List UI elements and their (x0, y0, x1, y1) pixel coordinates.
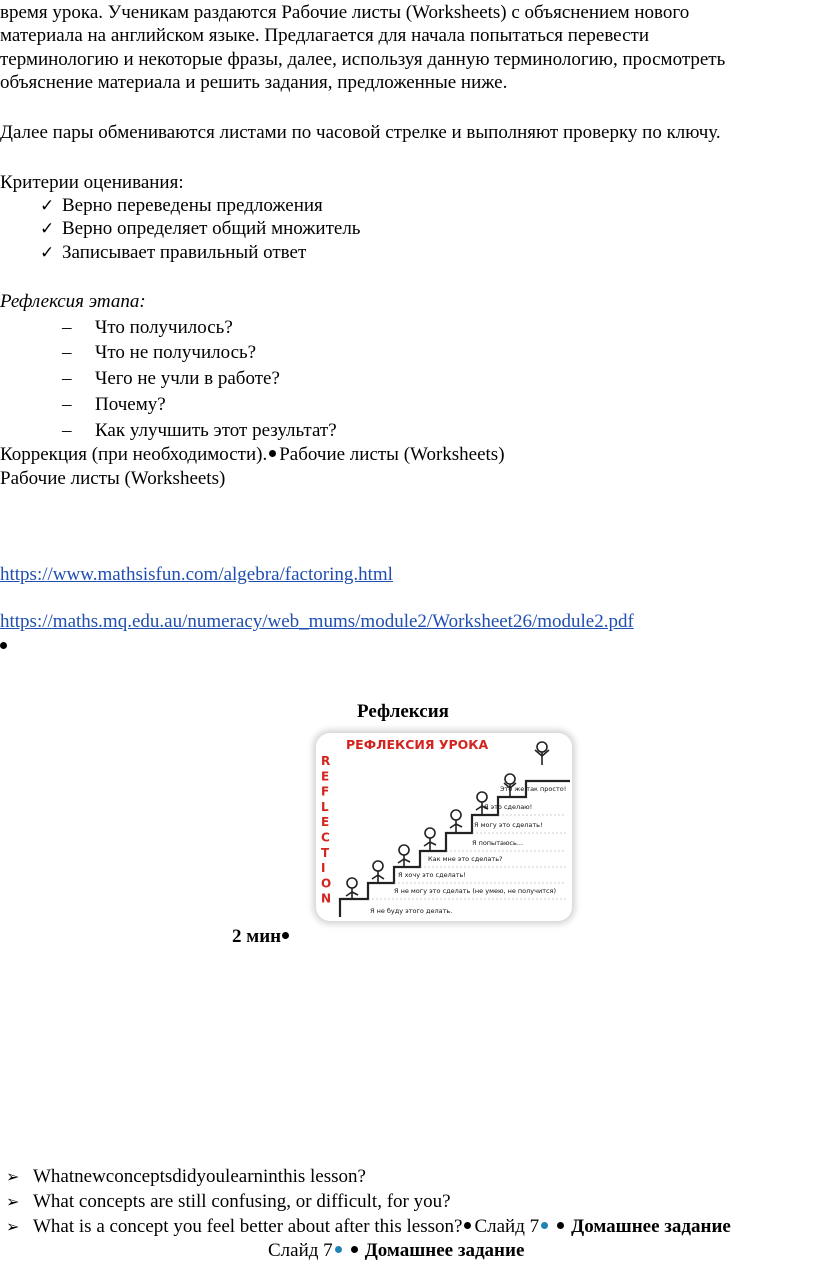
poster-side-word (321, 754, 331, 906)
step-caption: Это же так просто! (500, 785, 567, 793)
bullet-icon (464, 1222, 471, 1229)
bullet-icon (0, 642, 7, 649)
side-letter: I (321, 861, 326, 876)
dash-icon: – (62, 394, 72, 415)
arrow-bullet-icon: ➢ (6, 1192, 20, 1211)
arrow-bullet-icon: ➢ (6, 1167, 20, 1186)
criteria-title: Критерии оценивания: (0, 172, 184, 193)
link-maths-mq[interactable]: https://maths.mq.edu.au/numeracy/web_mums/module2/Worksheet26/module2.pdf (0, 611, 634, 632)
reflection-poster-graphic (316, 733, 572, 921)
step-caption: Я не могу это сделать (не умею, не получится) (394, 887, 557, 895)
bullet-icon (541, 1222, 548, 1229)
footer-slide-line: Слайд 7 Домашнее задание (268, 1240, 525, 1261)
poster-title: РЕФЛЕКСИЯ УРОКА (346, 737, 489, 752)
side-letter: E (321, 769, 330, 784)
bullet-icon (269, 450, 276, 457)
worksheets-line: Рабочие листы (Worksheets) (0, 468, 226, 489)
time-label: 2 мин (232, 926, 292, 948)
step-caption: Я хочу это сделать! (398, 871, 466, 879)
bullet-icon (335, 1246, 342, 1253)
step-caption: Я попытаюсь... (472, 839, 524, 847)
reflection-poster (316, 733, 572, 921)
bullet-icon (282, 932, 289, 939)
reflection-stage-title: Рефлексия этапа: (0, 291, 146, 312)
dash-icon: – (62, 420, 72, 441)
checkmark-icon: ✓ (40, 219, 55, 239)
step-caption: Я не буду этого делать. (370, 907, 453, 915)
checkmark-icon: ✓ (40, 243, 55, 263)
step-caption: Я могу это сделать! (474, 821, 543, 829)
intro-line-4: объяснение материала и решить задания, предложенные ниже. (0, 72, 508, 93)
intro-line-3: терминологию и некоторые фразы, далее, используя данную терминологию, просмотреть (0, 49, 726, 70)
bullet-icon (557, 1222, 564, 1229)
side-letter: L (321, 799, 329, 814)
intro-line-2: материала на английском языке. Предлагается для начала попытаться перевести (0, 25, 649, 46)
arrow-bullet-icon: ➢ (6, 1217, 20, 1236)
side-letter: T (321, 845, 330, 860)
side-letter: N (321, 891, 332, 906)
correction-line: Коррекция (при необходимости). Рабочие листы (Worksheets) (0, 444, 505, 465)
side-letter: C (321, 830, 330, 845)
step-caption: Я это сделаю! (484, 803, 533, 811)
side-letter: F (321, 784, 330, 799)
side-letter: O (321, 876, 332, 891)
side-letter: R (321, 754, 331, 768)
step-caption: Как мне это сделать? (428, 855, 503, 863)
checkmark-icon: ✓ (40, 196, 55, 216)
dash-icon: – (62, 368, 72, 389)
side-letter: E (321, 815, 330, 830)
link-mathsisfun[interactable]: https://www.mathsisfun.com/algebra/factoring.html (0, 564, 393, 585)
reflection-heading: Рефлексия (357, 701, 449, 722)
dash-icon: – (62, 317, 72, 338)
bullet-icon (351, 1246, 358, 1253)
dash-icon: – (62, 342, 72, 363)
empty-bullet (0, 636, 10, 658)
exchange-paragraph: Далее пары обмениваются листами по часовой стрелке и выполняют проверку по ключу. (0, 122, 721, 143)
svg-text:REFLECTION (321, 754, 331, 906)
stairs-outline (340, 781, 570, 917)
intro-line-1: время урока. Ученикам раздаются Рабочие листы (Worksheets) с объяснением нового (0, 2, 690, 23)
